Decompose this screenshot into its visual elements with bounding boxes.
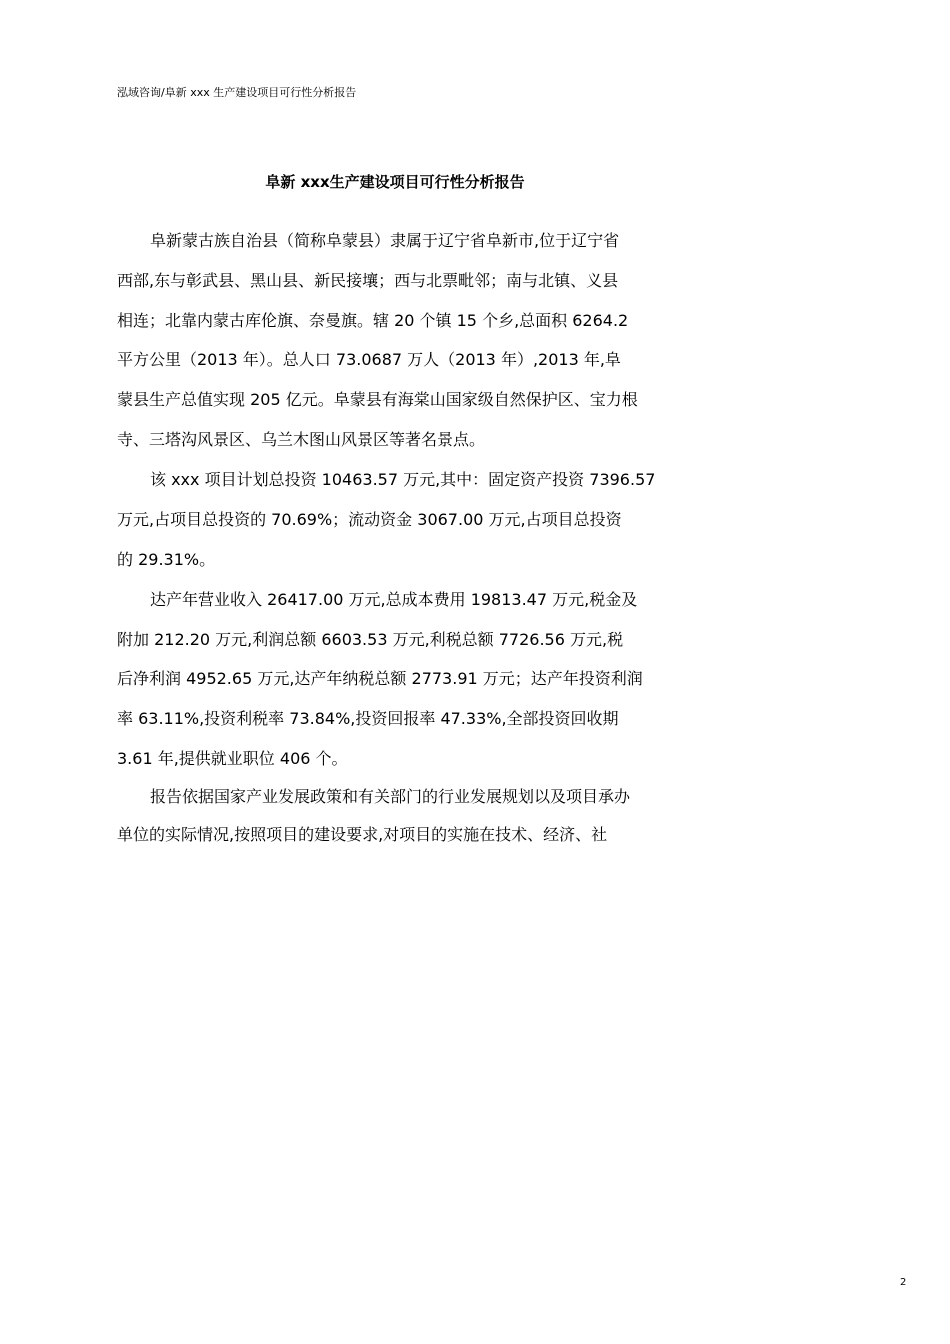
paragraph-1-line-5: 蒙县生产总值实现 205 亿元。阜蒙县有海棠山国家级自然保护区、宝力根	[117, 390, 638, 409]
paragraph-2-line-1: 该 xxx 项目计划总投资 10463.57 万元,其中：固定资产投资 7396.57	[150, 470, 656, 489]
page-number: 2	[900, 1277, 907, 1288]
paragraph-1-line-4: 平方公里（2013 年）。总人口 73.0687 万人（2013 年）,2013 年,阜	[117, 350, 621, 369]
paragraph-4-line-2: 单位的实际情况,按照项目的建设要求,对项目的实施在技术、经济、社	[117, 825, 608, 844]
paragraph-4-line-1: 报告依据国家产业发展政策和有关部门的行业发展规划以及项目承办	[150, 787, 631, 806]
paragraph-3-line-3: 后净利润 4952.65 万元,达产年纳税总额 2773.91 万元；达产年投资利润	[117, 669, 643, 688]
paragraph-2-line-2: 万元,占项目总投资的 70.69%；流动资金 3067.00 万元,占项目总投资	[117, 510, 622, 529]
running-header: 泓域咨询/阜新 xxx 生产建设项目可行性分析报告	[117, 86, 357, 99]
paragraph-1-line-6: 寺、三塔沟风景区、乌兰木图山风景区等著名景点。	[117, 430, 486, 449]
paragraph-3-line-2: 附加 212.20 万元,利润总额 6603.53 万元,利税总额 7726.56 万元,税	[117, 630, 624, 649]
paragraph-1-line-3: 相连；北靠内蒙古库伦旗、奈曼旗。辖 20 个镇 15 个乡,总面积 6264.2	[117, 311, 629, 330]
paragraph-2-line-3: 的 29.31%。	[117, 550, 216, 569]
paragraph-1-line-1: 阜新蒙古族自治县（简称阜蒙县）隶属于辽宁省阜新市,位于辽宁省	[150, 231, 620, 250]
paragraph-3-line-5: 3.61 年,提供就业职位 406 个。	[117, 749, 348, 768]
paragraph-3-line-4: 率 63.11%,投资利税率 73.84%,投资回报率 47.33%,全部投资回收期	[117, 709, 619, 728]
paragraph-3-line-1: 达产年营业收入 26417.00 万元,总成本费用 19813.47 万元,税金及	[150, 590, 638, 609]
paragraph-1-line-2: 西部,东与彰武县、黑山县、新民接壤；西与北票毗邻；南与北镇、义县	[117, 271, 619, 290]
document-title: 阜新 xxx生产建设项目可行性分析报告	[265, 173, 525, 191]
